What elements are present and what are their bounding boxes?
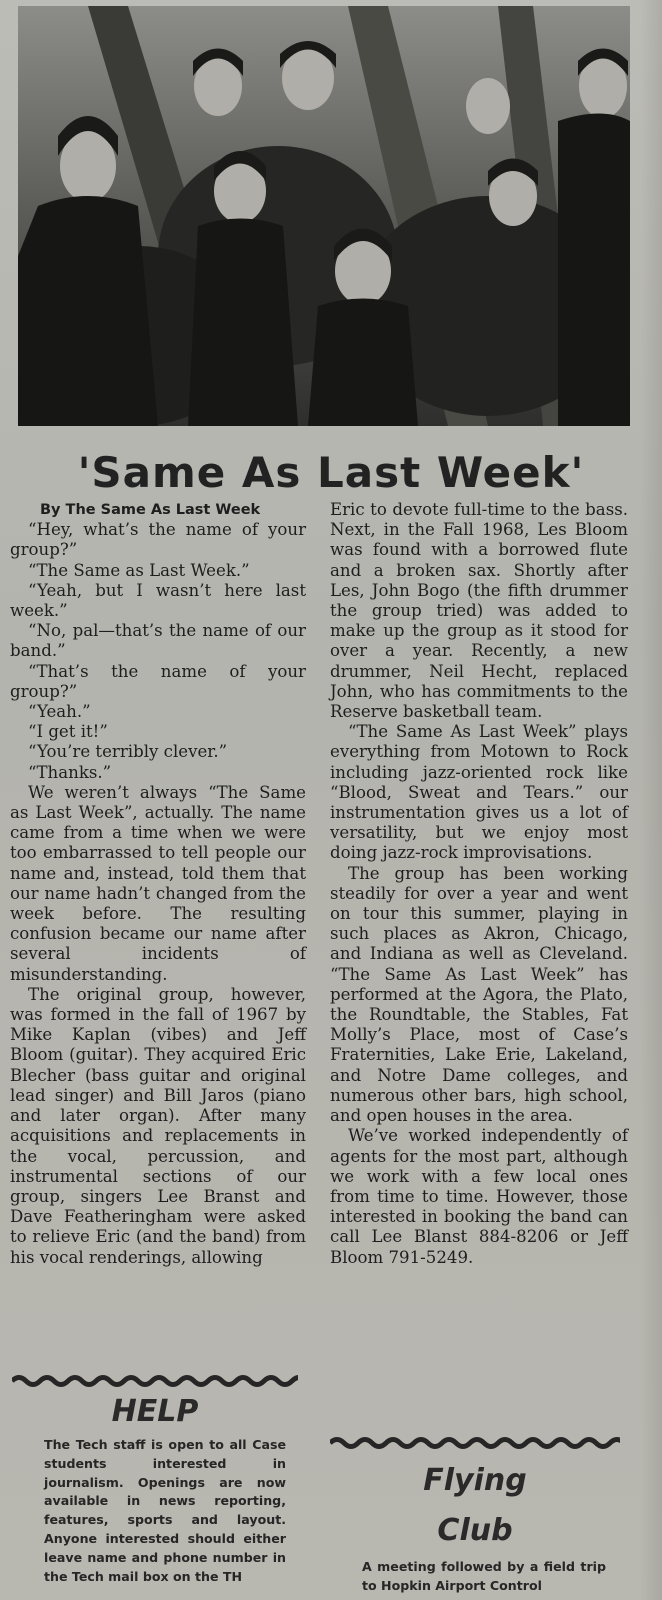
article-column-right bbox=[330, 500, 628, 1268]
page-edge-shadow bbox=[640, 0, 662, 1600]
paragraph: “That’s the name of your group?” bbox=[10, 661, 306, 701]
paragraph: The group has been working steadily for over a year and went on tour this summer, playing in such places as Akron, Chicago, and Indiana as well as Cleveland. “The Same As Last Week” has performed at the Agora, the Plato, the Roundtable, the Stables, Fat Molly’s Place, most of Case’s Fraternities, Lake Erie, Lakeland, and Notre Dame colleges, and numerous other bars, high school, and open houses in the area. bbox=[330, 863, 628, 1126]
article-headline: 'Same As Last Week' bbox=[77, 448, 585, 497]
paragraph: “Thanks.” bbox=[28, 762, 112, 782]
paragraph: “I get it!” bbox=[28, 722, 108, 742]
paragraph: “Yeah.” bbox=[28, 702, 91, 722]
column-left-body bbox=[10, 520, 306, 1268]
paragraph: “No, pal—that’s the name of our band.” bbox=[10, 621, 306, 661]
paragraph: “The Same As Last Week” plays everything from Motown to Rock including jazz-oriented rock like “Blood, Sweat and Tears.” our instrumentation gives us a lot of versatility, but we enjoy most doing jazz-rock improvisations. bbox=[330, 722, 628, 863]
flying-club-title-line2: Club bbox=[437, 1513, 513, 1548]
flying-club-title-line1: Flying bbox=[423, 1463, 527, 1498]
flying-club-title bbox=[330, 1456, 620, 1556]
paragraph: We weren’t always “The Same as Last Week”, actually. The name came from a time when we were too embarrassed to tell people our name and, instead, told them that our name hadn’t changed from the week before. The resulting confusion became our name after several incidents of misunderstanding. bbox=[10, 782, 306, 984]
paragraph: The original group, however, was formed in the fall of 1967 by Mike Kaplan (vibes) and Jeff Bloom (guitar). They acquired Eric Blecher (bass guitar and original lead singer) and Bill Jaros (piano and later organ). After many acquisitions and replacements in the vocal, percussion, and instrumental sections of our group, singers Lee Branst and Dave Featheringham were asked to relieve Eric (and the band) from his vocal renderings, allowing bbox=[10, 984, 306, 1267]
help-box-text: The Tech staff is open to all Case students interested in journalism. Openings are now available in news reporting, features, sports and layout. Anyone interested should either leave name and phone number in the Tech mail box on the TH bbox=[44, 1437, 286, 1584]
wavy-divider-left bbox=[12, 1374, 298, 1388]
paragraph: Eric to devote full-time to the bass. Next, in the Fall 1968, Les Bloom was found with a borrowed flute and a broken sax. Shortly after Les, John Bogo (the fifth drummer the group tried) was added to make up the group as it stood for over a year. Recently, a new drummer, Neil Hecht, replaced John, who has commitments to the Reserve basketball team. bbox=[330, 500, 628, 722]
wavy-divider-right bbox=[330, 1436, 620, 1450]
band-photo-image bbox=[18, 6, 630, 426]
paragraph: “The Same as Last Week.” bbox=[28, 560, 250, 580]
help-box-title: HELP bbox=[111, 1394, 199, 1429]
byline: By The Same As Last Week bbox=[40, 502, 261, 518]
paragraph: “Hey, what’s the name of your group?” bbox=[10, 520, 306, 560]
column-right-body bbox=[330, 500, 628, 1268]
band-photo bbox=[18, 6, 630, 426]
paragraph: “You’re terribly clever.” bbox=[28, 742, 228, 762]
paragraph: We’ve worked independently of agents for the most part, although we work with a few local ones from time to time. However, those interested in booking the band can call Lee Blanst 884-8206 or Jeff Bloom 791-5249. bbox=[330, 1126, 628, 1267]
article-column-left bbox=[10, 500, 306, 1268]
paragraph: “Yeah, but I wasn’t here last week.” bbox=[10, 580, 306, 621]
flying-club-text: A meeting followed by a field trip to Hopkin Airport Control bbox=[362, 1559, 606, 1593]
